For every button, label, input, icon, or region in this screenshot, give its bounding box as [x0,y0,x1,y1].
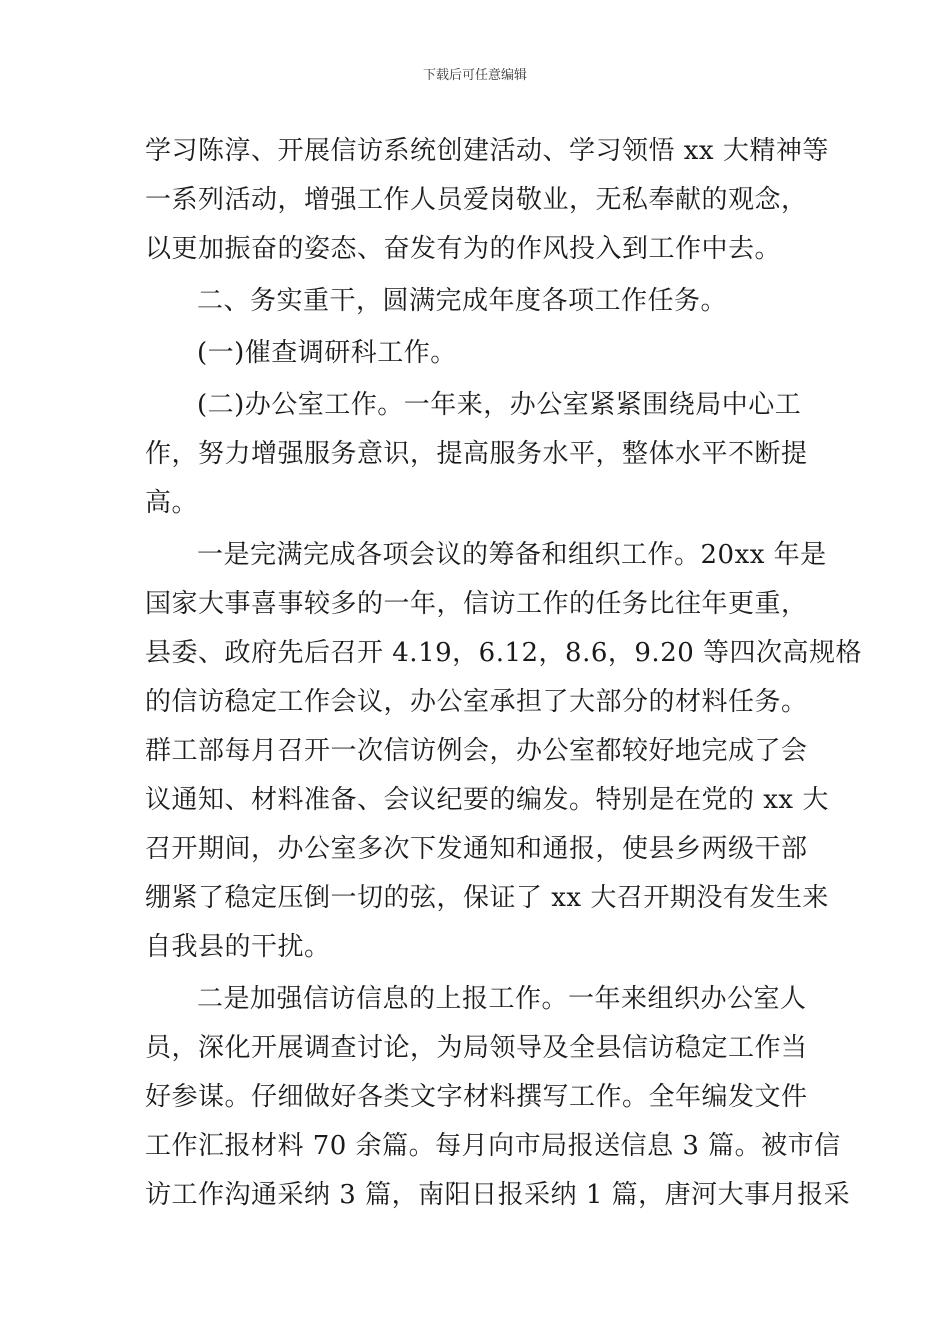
document-body [145,127,863,1220]
text-line: 绷紧了稳定压倒一切的弦，保证了 xx 大召开期没有发生来 [145,883,829,913]
text-line: 国家大事喜事较多的一年，信访工作的任务比往年更重， [145,589,808,619]
text-line: 县委、政府先后召开 4.19，6.12，8.6，9.20 等四次高规格 [145,638,863,668]
text-line: 的信访稳定工作会议，办公室承担了大部分的材料任务。 [145,687,808,717]
text-line: 工作汇报材料 70 余篇。每月向市局报送信息 3 篇。被市信 [145,1131,841,1161]
text-line: 召开期间，办公室多次下发通知和通报，使县乡两级干部 [145,834,808,864]
text-line: 群工部每月召开一次信访例会，办公室都较好地完成了会 [145,736,808,766]
text-line: 以更加振奋的姿态、奋发有为的作风投入到工作中去。 [145,234,782,264]
text-line: 学习陈淳、开展信访系统创建活动、学习领悟 xx 大精神等 [145,136,829,166]
text-line: 访工作沟通采纳 3 篇，南阳日报采纳 1 篇，唐河大事月报采 [145,1180,851,1210]
text-line: 作，努力增强服务意识，提高服务水平，整体水平不断提 [145,439,808,469]
paragraph-meetings [145,531,863,972]
text-line: 议通知、材料准备、会议纪要的编发。特别是在党的 xx 大 [145,785,829,815]
section-heading [145,277,810,326]
text-line: 一是完满完成各项会议的筹备和组织工作。20xx 年是 [197,540,827,570]
text-line: 高。 [145,488,199,518]
text-line: 二、务实重干，圆满完成年度各项工作任务。 [197,286,728,316]
subsection-heading [145,329,810,378]
text-line: 二是加强信访信息的上报工作。一年来组织办公室人 [197,984,807,1014]
text-line: (二)办公室工作。一年来，办公室紧紧围绕局中心工 [197,390,802,420]
text-line: 一系列活动，增强工作人员爱岗敬业，无私奉献的观念， [145,185,808,215]
page-header: 下载后可任意编辑 [422,68,527,83]
paragraph-information-reporting [145,975,851,1220]
text-line: 好参谋。仔细做好各类文字材料撰写工作。全年编发文件 [145,1082,808,1112]
text-line: 员，深化开展调查讨论，为局领导及全县信访稳定工作当 [145,1033,808,1063]
text-line: (一)催查调研科工作。 [197,338,457,368]
paragraph-office-work [145,381,810,528]
paragraph-intro [145,127,829,274]
text-line: 自我县的干扰。 [145,932,331,962]
